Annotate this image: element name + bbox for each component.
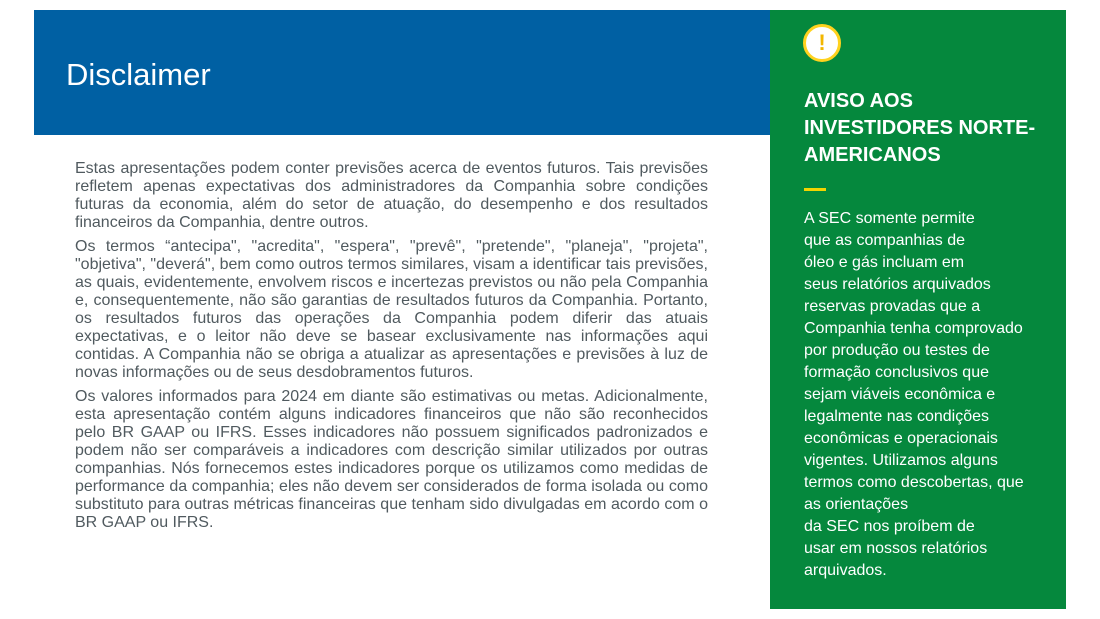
notice-line: Companhia tenha comprovado xyxy=(804,320,1023,337)
notice-line: formação conclusivos que xyxy=(804,364,989,381)
exclamation-glyph: ! xyxy=(818,30,826,55)
accent-divider xyxy=(804,188,826,191)
notice-line: A SEC somente permite xyxy=(804,210,975,227)
notice-line: reservas provadas que a xyxy=(804,298,981,315)
notice-line: que as companhias de xyxy=(804,232,965,249)
disclaimer-paragraph: Estas apresentações podem conter previsões acerca de eventos futuros. Tais previsões refletem apenas expectativas dos administradores da Companhia sobre condições futuras da economia, além do setor de atuação, do desempenho e dos resultados financeiros da Companhia, dentre outros. xyxy=(75,160,708,231)
notice-title: AVISO AOS INVESTIDORES NORTE-AMERICANOS xyxy=(804,90,1036,166)
disclaimer-paragraph: Os termos “antecipa", "acredita", "espera", "prevê", "pretende", "planeja", "projeta", "objetiva", "deverá", bem como outros termos similares, visam a identificar tais previsões, as quais, evidentemente, envolvem riscos e incertezas previstos ou não pela Companhia e, consequentemente, não são garantias de resultados futuros da Companhia. Portanto, os resultados futuros das operações da Companhia podem diferir das atuais expectativas, e o leitor não deve se basear exclusivamente nas informações aqui contidas. A Companhia não se obriga a atualizar as apresentações e previsões à luz de novas informações ou de seus desdobramentos futuros. xyxy=(75,238,708,381)
notice-line: vigentes. Utilizamos alguns xyxy=(804,452,998,469)
warning-icon xyxy=(803,24,841,62)
notice-text xyxy=(804,208,1060,582)
disclaimer-body xyxy=(75,160,708,538)
disclaimer-paragraph: Os valores informados para 2024 em diante são estimativas ou metas. Adicionalmente, esta apresentação contém alguns indicadores financeiros que não são reconhecidos pelo BR GAAP ou IFRS. Esses indicadores não possuem significados padronizados e podem não ser comparáveis a indicadores com descrição similar utilizados por outras companhias. Nós fornecemos estes indicadores porque os utilizamos como medidas de performance da companhia; eles não devem ser considerados de forma isolada ou como substituto para outras métricas financeiras que tenham sido divulgadas em acordo com o BR GAAP ou IFRS. xyxy=(75,388,708,531)
notice-line: seus relatórios arquivados xyxy=(804,276,991,293)
notice-line: usar em nossos relatórios xyxy=(804,540,988,557)
notice-line: por produção ou testes de xyxy=(804,342,990,359)
notice-line: legalmente nas condições xyxy=(804,408,990,425)
notice-line: óleo e gás incluam em xyxy=(804,254,965,271)
notice-line: sejam viáveis econômica e xyxy=(804,386,996,403)
title-banner xyxy=(34,10,770,135)
us-investors-notice-panel xyxy=(770,10,1066,609)
notice-line: econômicas e operacionais xyxy=(804,430,998,447)
notice-line: arquivados. xyxy=(804,562,887,579)
notice-line: da SEC nos proíbem de xyxy=(804,518,975,535)
page-title: Disclaimer xyxy=(66,57,211,92)
notice-line: as orientações xyxy=(804,496,909,513)
notice-line: termos como descobertas, que xyxy=(804,474,1024,491)
